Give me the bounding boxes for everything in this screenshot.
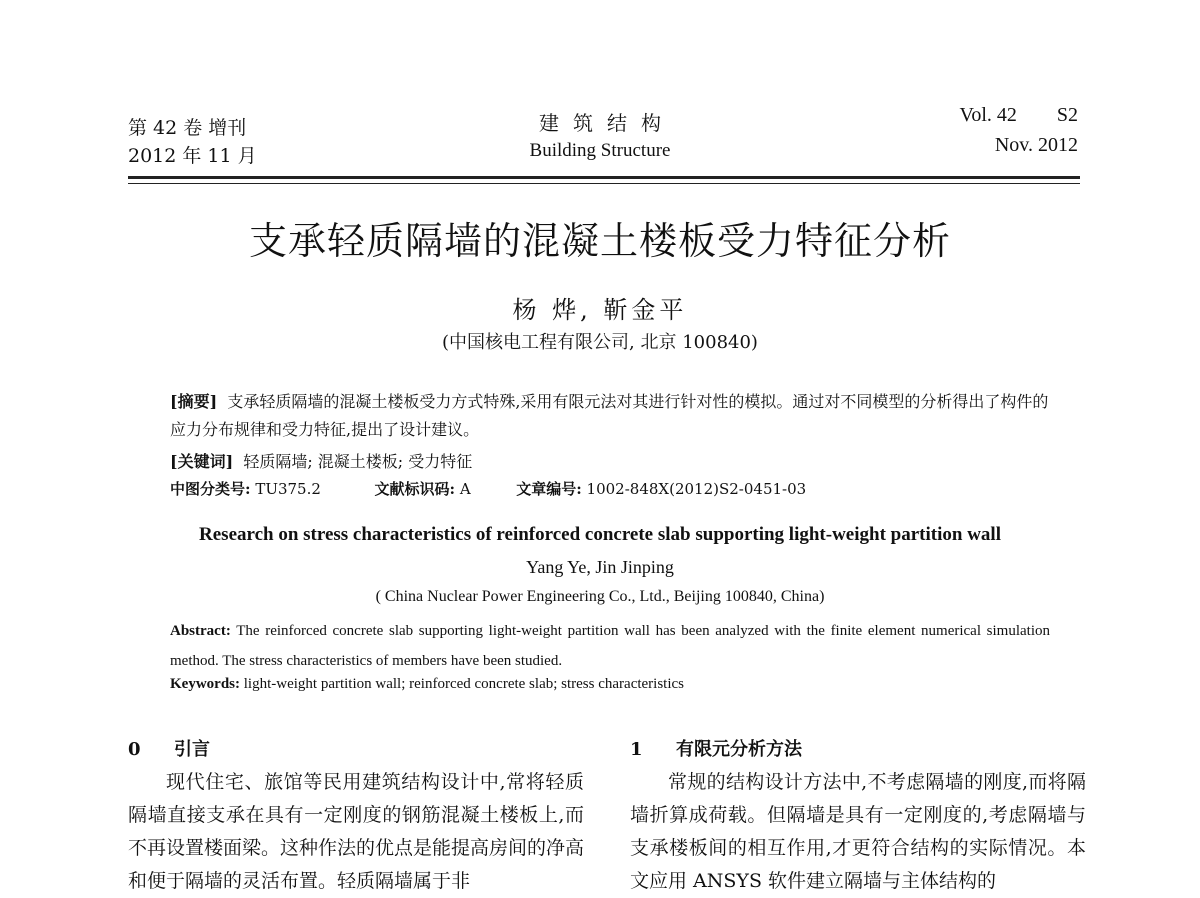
article-no-value: 1002-848X(2012)S2-0451-03 [586,480,807,498]
date-en: Nov. 2012 [994,134,1078,156]
body-column-left [128,736,584,898]
section-1-number: 1 [630,739,643,760]
journal-name-en: Building Structure [529,140,671,161]
date-cn: 2012 年 11 月 [128,145,257,167]
article-title: 支承轻质隔墙的混凝土楼板受力特征分析 [248,219,951,263]
english-abstract-label: Abstract: [170,623,231,639]
article-affiliation: (中国核电工程有限公司, 北京 100840) [442,332,758,353]
section-0-paragraph: 现代住宅、旅馆等民用建筑结构设计中,常将轻质隔墙直接支承在具有一定刚度的钢筋混凝土楼板上,而不再设置楼面梁。这种作法的优点是能提高房间的净高和便于隔墙的灵活布置。轻质隔墙属于非 [128,771,585,892]
keywords-cn-label: [关键词] [170,452,234,471]
english-keywords [170,676,684,693]
english-abstract-text: The reinforced concrete slab supporting light-weight partition wall has been analyzed with the finite element numerical simulation method. The stress characteristics of members have been studied. [170,623,1051,669]
english-abstract [170,616,1050,676]
keywords-cn-text: 轻质隔墙; 混凝土楼板; 受力特征 [243,452,473,471]
volume-en: Vol. 42 S2 [959,104,1078,126]
section-0-number: 0 [128,739,141,760]
english-affiliation: ( China Nuclear Power Engineering Co., Ltd., Beijing 100840, China) [375,588,825,605]
volume-cn: 第 42 卷 增刊 [128,117,247,139]
section-0-title: 引言 [174,739,210,760]
section-1-heading [630,736,1086,764]
body-column-right [630,736,1086,898]
header-rule-thin [128,183,1080,184]
abstract-cn [170,388,1050,444]
doc-code-label: 文献标识码: [374,480,456,498]
header-rule-thick [128,176,1080,179]
doc-code-value: A [459,480,471,498]
section-1-title: 有限元分析方法 [676,739,802,760]
header-right [959,100,1078,160]
clc-label: 中图分类号: [170,480,251,498]
keywords-cn [170,448,1050,476]
english-authors: Yang Ye, Jin Jinping [526,557,674,577]
english-keywords-text: light-weight partition wall; reinforced concrete slab; stress characteristics [243,676,685,692]
english-title: Research on stress characteristics of reinforced concrete slab supporting light-weight partition wall [199,524,1001,545]
english-keywords-label: Keywords: [170,676,240,692]
classification-row [170,478,806,499]
abstract-cn-text: 支承轻质隔墙的混凝土楼板受力方式特殊,采用有限元法对其进行针对性的模拟。通过对不同模型的分析得出了构件的应力分布规律和受力特征,提出了设计建议。 [170,392,1049,439]
abstract-cn-label: [摘要] [170,392,218,411]
article-authors: 杨 烨, 靳金平 [512,296,688,324]
section-1-paragraph: 常规的结构设计方法中,不考虑隔墙的刚度,而将隔墙折算成荷载。但隔墙是具有一定刚度的,考虑隔墙与支承楼板间的相互作用,才更符合结构的实际情况。本文应用 ANSYS 软件建立隔墙与主体结构的 [630,771,1086,892]
clc-value: TU375.2 [255,480,321,498]
section-0-heading [128,736,584,764]
journal-name-cn: 建筑结构 [539,111,675,135]
article-no-label: 文章编号: [516,480,582,498]
